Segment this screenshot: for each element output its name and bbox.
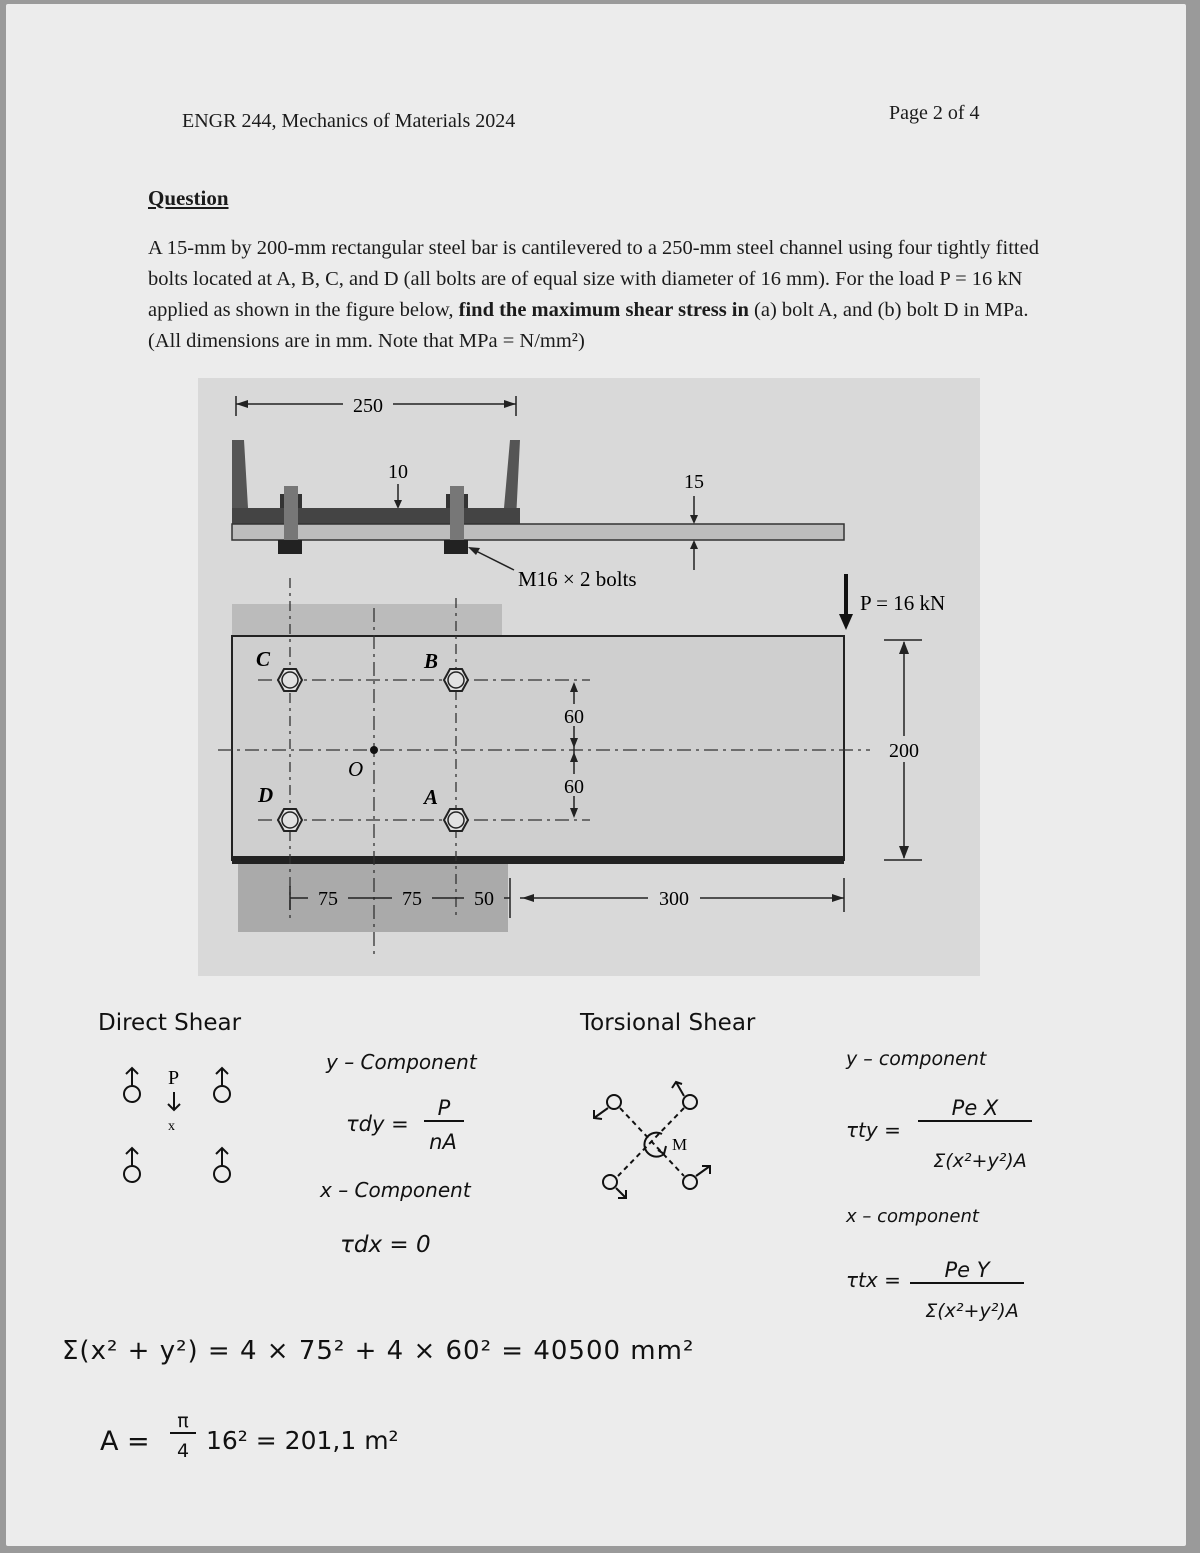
bar-plan-view (232, 636, 844, 860)
bolted-connection-figure (198, 378, 980, 976)
dim-200-text: 200 (889, 740, 919, 762)
bolt-note: M16 × 2 bolts (518, 567, 637, 591)
bolt-A (444, 809, 468, 831)
dimension-250 (236, 392, 516, 417)
tau-dy-numerator: P (424, 1096, 464, 1122)
problem-text-1: A 15-mm by 200-mm rectangular steel bar is cantilevered to a 250-mm steel channel using four tightly fitted bolts located at A, B, C, and D (all bolts are of equal size with diameter of 16 mm). For the load P = 16 kN applied as shown in the figure below, (148, 237, 1039, 321)
dim-75-right: 75 (402, 888, 422, 910)
bar-side-view (232, 524, 844, 540)
area-lhs: A = (100, 1426, 150, 1457)
area-pi: π (170, 1410, 196, 1434)
tau-ty-lhs: τty = (846, 1118, 901, 1142)
label-O: O (348, 757, 364, 781)
torsional-shear-title: Torsional Shear (580, 1010, 756, 1036)
centroid-O (370, 746, 378, 754)
dim-250-text: 250 (353, 395, 383, 417)
dim-15-text: 15 (684, 471, 704, 493)
tau-dx: τdx = 0 (340, 1232, 431, 1258)
dim-60-bottom: 60 (564, 776, 584, 798)
tau-ty-denominator: Σ(x²+y²)A (933, 1150, 1027, 1172)
bolt-B (444, 669, 468, 691)
problem-text-bold: find the maximum shear stress in (458, 299, 749, 321)
x-component-label: x – Component (320, 1178, 471, 1202)
dim-10-text: 10 (388, 461, 408, 483)
problem-text-2: (a) bolt A, and (b) bolt D in MPa. (All dimensions are in mm. Note that MPa = N/mm²) (148, 299, 1029, 352)
dim-75-left: 75 (318, 888, 338, 910)
problem-statement (148, 233, 1048, 357)
direct-shear-title: Direct Shear (98, 1010, 242, 1036)
direct-shear-x: x (168, 1119, 175, 1134)
tau-ty-numerator: Pe X (918, 1096, 1032, 1122)
tx-component-label: x – component (846, 1206, 979, 1227)
ty-component-label: y – component (846, 1048, 987, 1070)
sum-equation: Σ(x² + y²) = 4 × 75² + 4 × 60² = 40500 mm² (62, 1336, 695, 1366)
channel-plan-top (232, 604, 502, 638)
dim-60-top: 60 (564, 706, 584, 728)
tau-tx-lhs: τtx = (846, 1268, 901, 1292)
direct-shear-P: P (168, 1067, 180, 1089)
question-title: Question (148, 186, 229, 210)
course-header: ENGR 244, Mechanics of Materials 2024 (182, 110, 516, 132)
label-D: D (258, 783, 274, 807)
tau-tx-denominator: Σ(x²+y²)A (925, 1300, 1019, 1322)
y-component-label: y – Component (326, 1050, 477, 1074)
page-number: Page 2 of 4 (889, 102, 980, 124)
dimension-200 (880, 640, 928, 860)
area-rhs: 16² = 201,1 m² (206, 1426, 399, 1455)
bolt-D (278, 809, 302, 831)
dim-50: 50 (474, 888, 494, 910)
label-C: C (256, 647, 271, 671)
bolt-C (278, 669, 302, 691)
tau-dy-denominator: nA (429, 1130, 457, 1154)
torsional-shear-sketch (580, 1074, 730, 1214)
figure-drawing (198, 378, 980, 976)
tau-tx-numerator: Pe Y (910, 1258, 1024, 1284)
area-four: 4 (176, 1440, 190, 1462)
label-B: B (424, 649, 439, 673)
dim-300: 300 (659, 888, 689, 910)
moment-M: M (672, 1135, 688, 1154)
label-A: A (424, 785, 439, 809)
tau-dy-lhs: τdy = (346, 1112, 409, 1136)
load-label: P = 16 kN (860, 591, 946, 615)
direct-shear-sketch (110, 1060, 260, 1190)
